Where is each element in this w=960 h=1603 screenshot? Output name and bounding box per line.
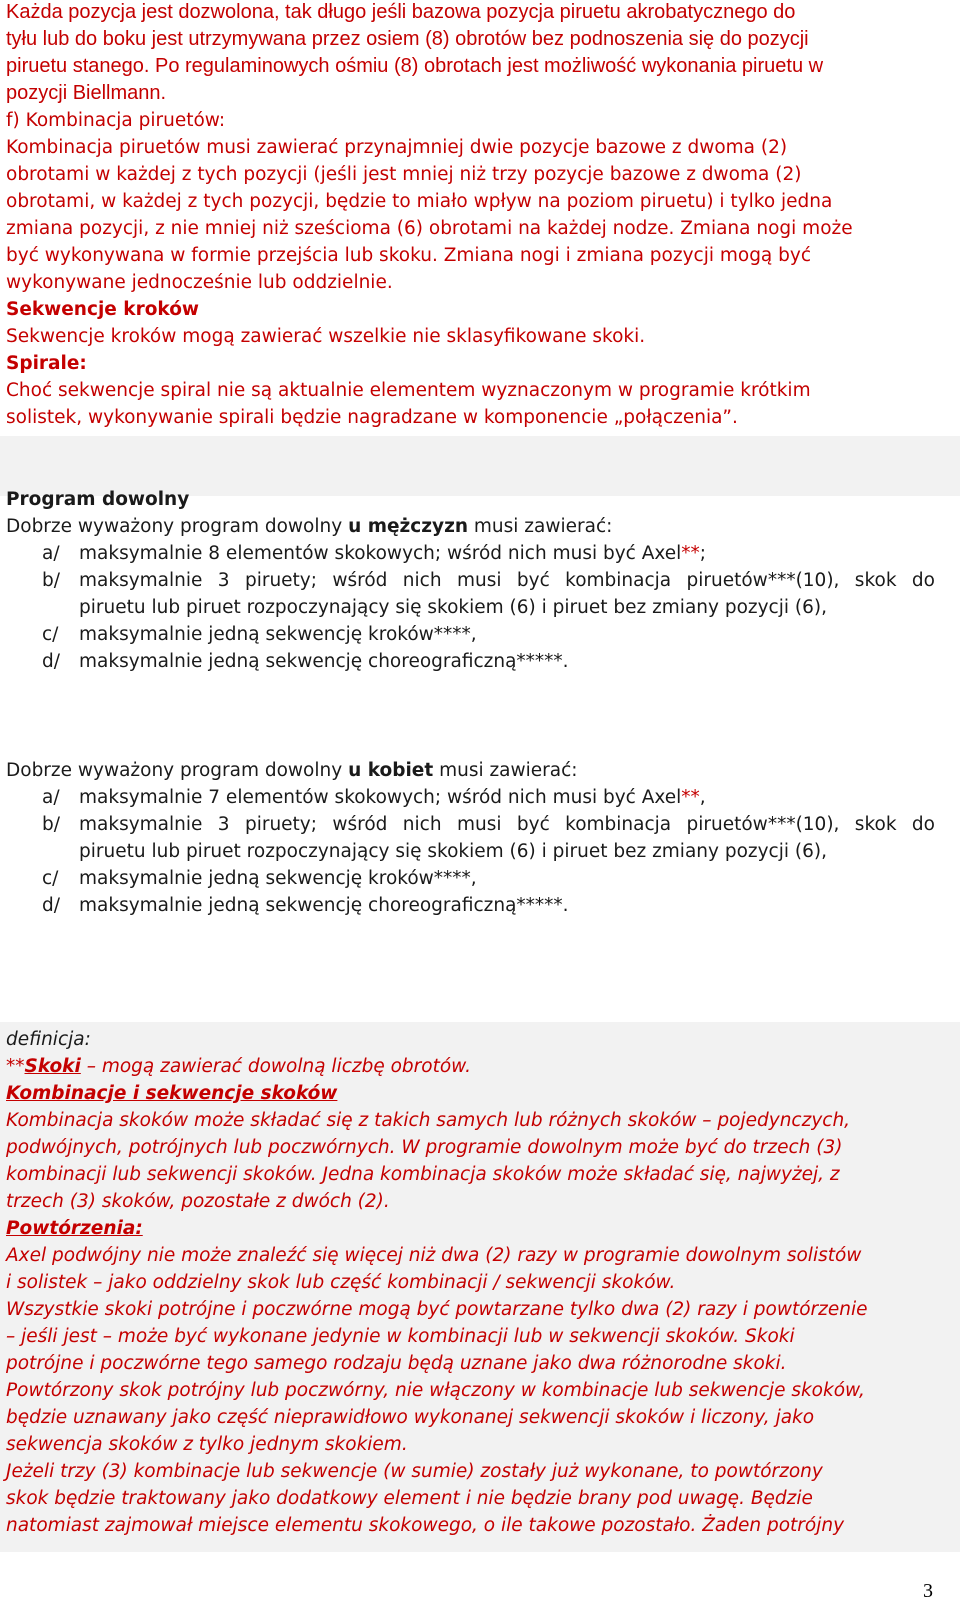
kombinacje-line-1: Kombinacja skoków może składać się z takich samych lub różnych skoków – pojedynczych, [6, 1110, 851, 1131]
item-star: ** [681, 787, 700, 808]
kombinacje-line-2: podwójnych, potrójnych lub poczwórnych. W programie dowolnym może być do trzech (3) [6, 1137, 843, 1158]
women-intro-a: Dobrze wyważony program dowolny [6, 760, 349, 781]
sekwencje-heading: Sekwencje kroków [6, 299, 200, 320]
skoki-rest: – mogą zawierać dowolną liczbę obrotów. [80, 1056, 471, 1077]
men-intro [6, 513, 612, 540]
item-text-cont: piruetu lub piruet rozpoczynający się skokiem (6) i piruet bez zmiany pozycji (6), [79, 841, 827, 862]
item-text: maksymalnie jedną sekwencję kroków****, [79, 624, 477, 645]
item-marker: c/ [42, 868, 59, 889]
item-text-cont: piruetu lub piruet rozpoczynający się skokiem (6) i piruet bez zmiany pozycji (6), [79, 597, 827, 618]
section-f-line-2: obrotami w każdej z tych pozycji (jeśli jest mniej niż trzy pozycje bazowe z dwoma (2) [6, 164, 802, 185]
section-f-line-1: Kombinacja piruetów musi zawierać przynajmniej dwie pozycje bazowe z dwoma (2) [6, 137, 788, 158]
powtorzenia-line-6: Powtórzony skok potrójny lub poczwórny, nie włączony w kombinacje lub sekwencje skoków, [6, 1380, 865, 1401]
item-star: ** [681, 543, 700, 564]
item-text: maksymalnie jedną sekwencję choreograficzną*****. [79, 651, 569, 672]
men-intro-a: Dobrze wyważony program dowolny [6, 516, 349, 537]
skoki-word: Skoki [24, 1056, 81, 1077]
section-f-line-3: obrotami, w każdej z tych pozycji, będzie to miało wpływ na poziom piruetu) i tylko jedna [6, 191, 833, 212]
item-text-main: maksymalnie 8 elementów skokowych; wśród nich musi być Axel [79, 543, 682, 564]
powtorzenia-heading: Powtórzenia: [6, 1218, 143, 1239]
powtorzenia-line-3: Wszystkie skoki potrójne i poczwórne mogą być powtarzane tylko dwa (2) razy i powtórzenie [6, 1299, 868, 1320]
powtorzenia-line-4: – jeśli jest – może być wykonane jedynie w kombinacji lub w sekwencji skoków. Skoki [6, 1326, 795, 1347]
section-f-heading: f) Kombinacja piruetów: [6, 110, 226, 131]
women-intro-b: u kobiet [348, 760, 434, 781]
item-text: maksymalnie 3 piruety; wśród nich musi być kombinacja piruetów***(10), skok do [79, 570, 935, 591]
intro-line-2: tyłu lub do boku jest utrzymywana przez osiem (8) obrotów bez podnoszenia się do pozycji [6, 28, 809, 50]
intro-line-1: Każda pozycja jest dozwolona, tak długo jeśli bazowa pozycja piruetu akrobatycznego do [6, 1, 796, 23]
men-intro-b: u mężczyzn [348, 516, 469, 537]
item-marker: b/ [42, 570, 60, 591]
skoki-line [6, 1053, 471, 1080]
page-number: 3 [923, 1580, 933, 1602]
item-text [79, 784, 706, 811]
item-text: maksymalnie 3 piruety; wśród nich musi być kombinacja piruetów***(10), skok do [79, 814, 935, 835]
women-intro-c: musi zawierać: [433, 760, 578, 781]
kombinacje-line-4: trzech (3) skoków, pozostałe z dwóch (2). [6, 1191, 390, 1212]
item-text [79, 540, 706, 567]
powtorzenia-line-1: Axel podwójny nie może znaleźć się więcej niż dwa (2) razy w programie dowolnym solistów [6, 1245, 862, 1266]
item-tail: ; [699, 543, 707, 564]
definicja-label: definicja: [6, 1029, 91, 1050]
intro-line-3: piruetu stanego. Po regulaminowych ośmiu (8) obrotach jest możliwość wykonania piruetu w [6, 55, 824, 77]
section-f-line-6: wykonywane jednocześnie lub oddzielnie. [6, 272, 393, 293]
section-f-line-4: zmiana pozycji, z nie mniej niż sześcioma (6) obrotami na każdej nodze. Zmiana nogi może [6, 218, 853, 239]
section-f-line-5: być wykonywana w formie przejścia lub skoku. Zmiana nogi i zmiana pozycji mogą być [6, 245, 812, 266]
spirale-line-2: solistek, wykonywanie spirali będzie nagradzane w komponencie „połączenia”. [6, 407, 738, 428]
powtorzenia-line-11: natomiast zajmował miejsce elementu skokowego, o ile takowe pozostało. Żaden potrójny [6, 1515, 845, 1536]
item-text: maksymalnie jedną sekwencję kroków****, [79, 868, 477, 889]
powtorzenia-line-5: potrójne i poczwórne tego samego rodzaju będą uznane jako dwa różnorodne skoki. [6, 1353, 787, 1374]
item-marker: d/ [42, 895, 60, 916]
powtorzenia-line-7: będzie uznawany jako część nieprawidłowo wykonanej sekwencji skoków i liczony, jako [6, 1407, 815, 1428]
women-intro [6, 757, 578, 784]
spirale-line-1: Choć sekwencje spiral nie są aktualnie elementem wyznaczonym w programie krótkim [6, 380, 811, 401]
powtorzenia-line-8: sekwencja skoków z tylko jednym skokiem. [6, 1434, 408, 1455]
item-marker: a/ [42, 543, 60, 564]
item-marker: b/ [42, 814, 60, 835]
sekwencje-text: Sekwencje kroków mogą zawierać wszelkie nie sklasyfikowane skoki. [6, 326, 646, 347]
powtorzenia-line-2: i solistek – jako oddzielny skok lub część kombinacji / sekwencji skoków. [6, 1272, 676, 1293]
item-marker: c/ [42, 624, 59, 645]
kombinacje-heading: Kombinacje i sekwencje skoków [6, 1083, 338, 1104]
kombinacje-line-3: kombinacji lub sekwencji skoków. Jedna kombinacja skoków może składać się, najwyżej, z [6, 1164, 840, 1185]
item-marker: a/ [42, 787, 60, 808]
powtorzenia-line-10: skok będzie traktowany jako dodatkowy element i nie będzie brany pod uwagę. Będzie [6, 1488, 813, 1509]
men-intro-c: musi zawierać: [468, 516, 613, 537]
program-heading: Program dowolny [6, 489, 190, 510]
item-text: maksymalnie jedną sekwencję choreograficzną*****. [79, 895, 569, 916]
item-marker: d/ [42, 651, 60, 672]
powtorzenia-line-9: Jeżeli trzy (3) kombinacje lub sekwencje (w sumie) zostały już wykonane, to powtórzony [6, 1461, 823, 1482]
skoki-stars: ** [6, 1056, 25, 1077]
intro-line-4: pozycji Biellmann. [6, 82, 167, 104]
item-tail: , [699, 787, 706, 808]
spirale-heading: Spirale: [6, 353, 87, 374]
item-text-main: maksymalnie 7 elementów skokowych; wśród nich musi być Axel [79, 787, 682, 808]
